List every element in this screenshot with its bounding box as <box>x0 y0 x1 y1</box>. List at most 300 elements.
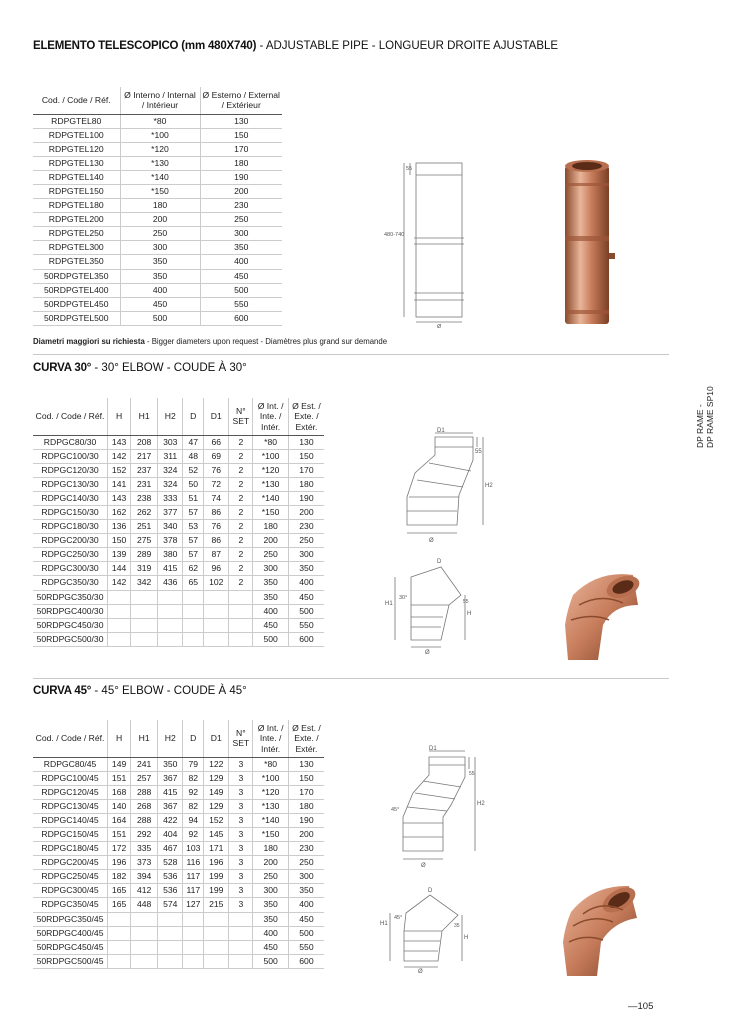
col-header: H2 <box>158 720 183 757</box>
table-cell: 378 <box>158 534 183 548</box>
table-row <box>33 884 324 898</box>
table-cell: RDPGTEL350 <box>33 255 120 269</box>
table-row <box>33 311 282 325</box>
table-cell: 3 <box>229 870 253 884</box>
col-header-internal: Ø Interno / Internal / Intérieur <box>120 87 200 114</box>
curva30-title <box>33 362 247 374</box>
table-row <box>33 227 282 241</box>
table-cell: 231 <box>131 477 158 491</box>
table-cell: 367 <box>158 771 183 785</box>
table-cell: 3 <box>229 799 253 813</box>
table-cell: 500 <box>120 311 200 325</box>
table-row <box>33 491 324 505</box>
table-cell <box>183 590 204 604</box>
table-row <box>33 269 282 283</box>
table-cell: 350 <box>120 269 200 283</box>
table-cell: 180 <box>253 520 289 534</box>
table-row <box>33 813 324 827</box>
table-cell: 129 <box>204 799 229 813</box>
table-cell: 380 <box>158 548 183 562</box>
col-header-code: Cod. / Code / Réf. <box>33 87 120 114</box>
curva45-title-rest: - 45° ELBOW - COUDE À 45° <box>91 685 247 697</box>
table-cell: 52 <box>183 463 204 477</box>
table-row <box>33 128 282 142</box>
table-row <box>33 618 324 632</box>
table-cell: 82 <box>183 771 204 785</box>
col-header: N° SET <box>229 398 253 435</box>
table-cell <box>108 604 131 618</box>
table-cell: 142 <box>108 576 131 590</box>
table-cell: 82 <box>183 799 204 813</box>
col-header: H <box>108 720 131 757</box>
table-cell: 550 <box>288 618 324 632</box>
table-cell: 350 <box>253 912 289 926</box>
curva45-title <box>33 685 247 697</box>
table-cell: RDPGC100/30 <box>33 449 108 463</box>
table-cell: *130 <box>253 799 289 813</box>
table-cell: 2 <box>229 576 253 590</box>
table-cell: 415 <box>158 562 183 576</box>
telescopic-table-body <box>33 114 282 325</box>
table-cell: 251 <box>131 520 158 534</box>
table-cell: 164 <box>108 813 131 827</box>
table-row <box>33 297 282 311</box>
table-row <box>33 255 282 269</box>
table-cell <box>229 632 253 646</box>
table-cell: 500 <box>253 632 289 646</box>
table-row <box>33 534 324 548</box>
table-cell: RDPGC200/30 <box>33 534 108 548</box>
note-rest: - Bigger diameters upon request - Diamètres plus grand sur demande <box>144 337 388 346</box>
table-cell: 172 <box>108 842 131 856</box>
table-cell <box>108 926 131 940</box>
table-cell: 324 <box>158 463 183 477</box>
table-cell: 400 <box>253 926 289 940</box>
table-cell: 600 <box>288 954 324 968</box>
table-cell: 136 <box>108 520 131 534</box>
table-cell: 190 <box>288 813 324 827</box>
table-cell: 574 <box>158 898 183 912</box>
table-cell: *80 <box>253 757 289 771</box>
table-cell: 180 <box>288 799 324 813</box>
table-cell: 335 <box>131 842 158 856</box>
table-cell: 350 <box>253 576 289 590</box>
table-row <box>33 170 282 184</box>
col-header: D1 <box>204 398 229 435</box>
col-header: Ø Int. / Inte. / Intér. <box>253 720 289 757</box>
table-cell: 415 <box>158 785 183 799</box>
table-cell: 76 <box>204 463 229 477</box>
tel-dim-top: 55 <box>406 166 413 172</box>
table-cell: 143 <box>108 435 131 449</box>
table-cell: 86 <box>204 505 229 519</box>
c45-h-label: H <box>464 935 469 941</box>
table-cell: RDPGTEL80 <box>33 114 120 128</box>
table-cell: 500 <box>200 283 282 297</box>
table-cell: 62 <box>183 562 204 576</box>
table-cell: 600 <box>200 311 282 325</box>
table-cell <box>183 632 204 646</box>
table-cell: 122 <box>204 757 229 771</box>
table-cell: 165 <box>108 898 131 912</box>
c30-h1-label: H1 <box>385 601 393 607</box>
curva45-technical-drawing-top <box>385 745 495 870</box>
table-cell: RDPGTEL140 <box>33 170 120 184</box>
col-header-external: Ø Esterno / External / Extérieur <box>200 87 282 114</box>
table-cell: 200 <box>120 213 200 227</box>
col-header: Ø Int. / Inte. / Intér. <box>253 398 289 435</box>
col-header: D1 <box>204 720 229 757</box>
table-row <box>33 477 324 491</box>
c30-top-label: 55 <box>475 449 482 455</box>
table-cell: 275 <box>131 534 158 548</box>
table-cell: 268 <box>131 799 158 813</box>
table-cell: 400 <box>120 283 200 297</box>
table-cell: 199 <box>204 870 229 884</box>
table-cell: 50RDPGC450/30 <box>33 618 108 632</box>
table-cell: 250 <box>120 227 200 241</box>
table-cell: 412 <box>131 884 158 898</box>
table-cell: 600 <box>288 632 324 646</box>
table-cell: RDPGC100/45 <box>33 771 108 785</box>
table-cell <box>183 926 204 940</box>
table-cell <box>108 632 131 646</box>
table-cell <box>131 912 158 926</box>
table-cell: 182 <box>108 870 131 884</box>
curva45-product-photo <box>553 880 648 980</box>
table-cell: 162 <box>108 505 131 519</box>
side-label-line1: DP RAME - <box>695 404 705 448</box>
col-header: H1 <box>131 720 158 757</box>
section-divider-2 <box>33 678 669 679</box>
table-row <box>33 435 324 449</box>
table-cell <box>229 954 253 968</box>
table-cell <box>158 926 183 940</box>
table-cell <box>229 940 253 954</box>
c30-diam2-label: Ø <box>425 650 430 655</box>
curva30-table <box>33 398 324 647</box>
table-cell: 2 <box>229 491 253 505</box>
table-cell: 152 <box>204 813 229 827</box>
table-cell: 288 <box>131 785 158 799</box>
col-header: H1 <box>131 398 158 435</box>
table-cell: 69 <box>204 449 229 463</box>
table-cell: 350 <box>120 255 200 269</box>
table-cell: 3 <box>229 813 253 827</box>
table-row <box>33 520 324 534</box>
table-cell: 450 <box>200 269 282 283</box>
c45-small-label: 35 <box>454 923 460 929</box>
table-cell: 86 <box>204 534 229 548</box>
table-cell: 3 <box>229 757 253 771</box>
telescopic-title-bold: ELEMENTO TELESCOPICO (mm 480X740) <box>33 40 257 52</box>
curva30-technical-drawing-top <box>395 425 505 550</box>
table-cell: *100 <box>253 449 289 463</box>
table-cell: RDPGC80/30 <box>33 435 108 449</box>
side-label-line2: DP RAME SP10 <box>705 386 715 448</box>
table-cell: 300 <box>200 227 282 241</box>
table-cell <box>158 912 183 926</box>
table-cell: 144 <box>108 562 131 576</box>
table-cell: 94 <box>183 813 204 827</box>
table-cell <box>204 940 229 954</box>
c30-d-label: D <box>437 559 442 565</box>
table-row <box>33 926 324 940</box>
table-cell: 180 <box>253 842 289 856</box>
table-cell: 196 <box>204 856 229 870</box>
table-cell: 150 <box>108 534 131 548</box>
table-cell: 152 <box>108 463 131 477</box>
table-cell: 145 <box>204 827 229 841</box>
table-cell: 300 <box>253 884 289 898</box>
table-cell: 208 <box>131 435 158 449</box>
table-cell: 48 <box>183 449 204 463</box>
table-cell: 142 <box>108 449 131 463</box>
table-cell: 151 <box>108 771 131 785</box>
table-cell: 199 <box>204 884 229 898</box>
table-cell <box>183 954 204 968</box>
table-cell: 130 <box>200 114 282 128</box>
table-cell <box>158 954 183 968</box>
table-cell <box>229 912 253 926</box>
table-cell: 47 <box>183 435 204 449</box>
table-cell: 2 <box>229 548 253 562</box>
table-cell: 367 <box>158 799 183 813</box>
curva45-technical-drawing-bottom <box>380 885 475 975</box>
table-cell <box>131 954 158 968</box>
col-header: H <box>108 398 131 435</box>
table-cell: 342 <box>131 576 158 590</box>
table-cell: 400 <box>288 576 324 590</box>
table-row <box>33 799 324 813</box>
table-cell: 66 <box>204 435 229 449</box>
table-cell <box>158 604 183 618</box>
table-cell: 536 <box>158 870 183 884</box>
table-cell: 139 <box>108 548 131 562</box>
table-cell: 50RDPGTEL400 <box>33 283 120 297</box>
table-cell: 394 <box>131 870 158 884</box>
c30-diam-label: Ø <box>429 538 434 544</box>
table-row <box>33 449 324 463</box>
table-row <box>33 114 282 128</box>
table-cell: RDPGC150/30 <box>33 505 108 519</box>
table-cell: *100 <box>120 128 200 142</box>
table-cell: 215 <box>204 898 229 912</box>
table-row <box>33 954 324 968</box>
table-cell: 300 <box>253 562 289 576</box>
table-cell <box>158 632 183 646</box>
table-cell: 196 <box>108 856 131 870</box>
table-cell: 3 <box>229 856 253 870</box>
table-cell: 450 <box>120 297 200 311</box>
table-cell: 170 <box>288 463 324 477</box>
table-cell: 170 <box>288 785 324 799</box>
table-cell: 500 <box>288 926 324 940</box>
table-cell: 50RDPGTEL350 <box>33 269 120 283</box>
table-cell <box>131 926 158 940</box>
table-cell: 190 <box>200 170 282 184</box>
table-cell: *150 <box>253 505 289 519</box>
table-row <box>33 142 282 156</box>
tel-dim-height: 480-740 <box>384 232 405 238</box>
table-cell: 340 <box>158 520 183 534</box>
table-cell: 3 <box>229 771 253 785</box>
table-cell: 96 <box>204 562 229 576</box>
table-cell: 74 <box>204 491 229 505</box>
table-cell: 300 <box>288 548 324 562</box>
table-cell: 50RDPGC500/45 <box>33 954 108 968</box>
c30-h-label: H <box>467 611 472 617</box>
table-cell <box>229 604 253 618</box>
table-cell <box>131 632 158 646</box>
table-cell: 450 <box>288 590 324 604</box>
table-cell: RDPGC250/45 <box>33 870 108 884</box>
table-cell: 103 <box>183 842 204 856</box>
table-cell: 200 <box>288 827 324 841</box>
c45-d-label: D <box>428 888 433 894</box>
table-cell: RDPGC350/45 <box>33 898 108 912</box>
table-cell: RDPGTEL300 <box>33 241 120 255</box>
table-cell <box>204 632 229 646</box>
table-cell: 450 <box>288 912 324 926</box>
table-cell: 319 <box>131 562 158 576</box>
table-cell: 2 <box>229 435 253 449</box>
table-cell <box>108 618 131 632</box>
section-divider-1 <box>33 354 669 355</box>
table-cell: 117 <box>183 884 204 898</box>
table-cell: 141 <box>108 477 131 491</box>
table-cell: 528 <box>158 856 183 870</box>
table-cell: 200 <box>288 505 324 519</box>
table-cell: 127 <box>183 898 204 912</box>
c45-top-label: 55 <box>469 771 475 777</box>
table-cell: 250 <box>253 870 289 884</box>
table-cell: 50RDPGTEL500 <box>33 311 120 325</box>
table-cell: 57 <box>183 548 204 562</box>
table-cell: 250 <box>200 213 282 227</box>
table-cell: 50RDPGC400/45 <box>33 926 108 940</box>
table-row <box>33 283 282 297</box>
table-cell: 2 <box>229 534 253 548</box>
table-cell: 171 <box>204 842 229 856</box>
table-cell: 289 <box>131 548 158 562</box>
table-row <box>33 199 282 213</box>
page-number: —105 <box>628 1001 654 1012</box>
table-row <box>33 241 282 255</box>
table-cell: *130 <box>253 477 289 491</box>
table-cell: RDPGC130/30 <box>33 477 108 491</box>
table-cell: 50RDPGC350/45 <box>33 912 108 926</box>
table-row <box>33 576 324 590</box>
table-row <box>33 604 324 618</box>
table-cell: 450 <box>253 940 289 954</box>
table-cell: 143 <box>108 491 131 505</box>
telescopic-technical-drawing <box>380 150 480 330</box>
table-cell: 3 <box>229 898 253 912</box>
col-header: Cod. / Code / Réf. <box>33 398 108 435</box>
table-cell: 262 <box>131 505 158 519</box>
table-cell: 467 <box>158 842 183 856</box>
col-header: Ø Est. / Exte. / Extér. <box>288 720 324 757</box>
table-cell: 53 <box>183 520 204 534</box>
table-cell <box>158 940 183 954</box>
table-cell: 373 <box>131 856 158 870</box>
table-cell: *120 <box>253 785 289 799</box>
table-cell: 303 <box>158 435 183 449</box>
table-cell: RDPGC200/45 <box>33 856 108 870</box>
table-cell <box>229 926 253 940</box>
table-row <box>33 463 324 477</box>
table-cell <box>204 604 229 618</box>
c30-d1-label: D1 <box>437 428 445 434</box>
table-cell: 76 <box>204 520 229 534</box>
table-cell: RDPGC80/45 <box>33 757 108 771</box>
table-cell: 448 <box>131 898 158 912</box>
telescopic-table <box>33 87 282 326</box>
table-row <box>33 213 282 227</box>
note-bold: Diametri maggiori su richiesta <box>33 337 145 346</box>
table-cell: 165 <box>108 884 131 898</box>
c45-h2-label: H2 <box>477 801 485 807</box>
table-cell: 2 <box>229 463 253 477</box>
table-cell: 257 <box>131 771 158 785</box>
c30-h2-label: H2 <box>485 483 493 489</box>
table-cell: RDPGC300/30 <box>33 562 108 576</box>
tel-dim-diam: Ø <box>437 324 442 330</box>
table-cell <box>204 912 229 926</box>
table-cell <box>204 926 229 940</box>
table-cell <box>204 618 229 632</box>
table-cell: RDPGC350/30 <box>33 576 108 590</box>
table-cell: 2 <box>229 562 253 576</box>
table-cell: 2 <box>229 520 253 534</box>
side-product-line-label <box>695 358 715 448</box>
table-cell: 51 <box>183 491 204 505</box>
table-cell: *80 <box>253 435 289 449</box>
table-cell: 550 <box>288 940 324 954</box>
table-row <box>33 590 324 604</box>
table-cell: 333 <box>158 491 183 505</box>
table-cell: RDPGTEL250 <box>33 227 120 241</box>
table-cell: 230 <box>288 520 324 534</box>
table-cell: 50RDPGC450/45 <box>33 940 108 954</box>
table-cell: *80 <box>120 114 200 128</box>
table-cell: RDPGTEL200 <box>33 213 120 227</box>
table-cell: 404 <box>158 827 183 841</box>
table-cell: 50 <box>183 477 204 491</box>
table-cell: 79 <box>183 757 204 771</box>
table-cell: 288 <box>131 813 158 827</box>
table-cell: 422 <box>158 813 183 827</box>
table-cell <box>183 618 204 632</box>
table-cell: 3 <box>229 785 253 799</box>
table-cell: 350 <box>200 241 282 255</box>
table-row <box>33 184 282 198</box>
table-row <box>33 757 324 771</box>
telescopic-product-photo <box>555 158 625 330</box>
table-cell: 180 <box>120 199 200 213</box>
table-cell: RDPGC140/45 <box>33 813 108 827</box>
table-cell: 92 <box>183 827 204 841</box>
table-cell: *120 <box>253 463 289 477</box>
table-cell: 250 <box>288 856 324 870</box>
table-cell: *140 <box>253 491 289 505</box>
table-cell: *120 <box>120 142 200 156</box>
table-cell: 536 <box>158 884 183 898</box>
table-cell: 200 <box>200 184 282 198</box>
col-header: D <box>183 720 204 757</box>
table-cell <box>183 912 204 926</box>
